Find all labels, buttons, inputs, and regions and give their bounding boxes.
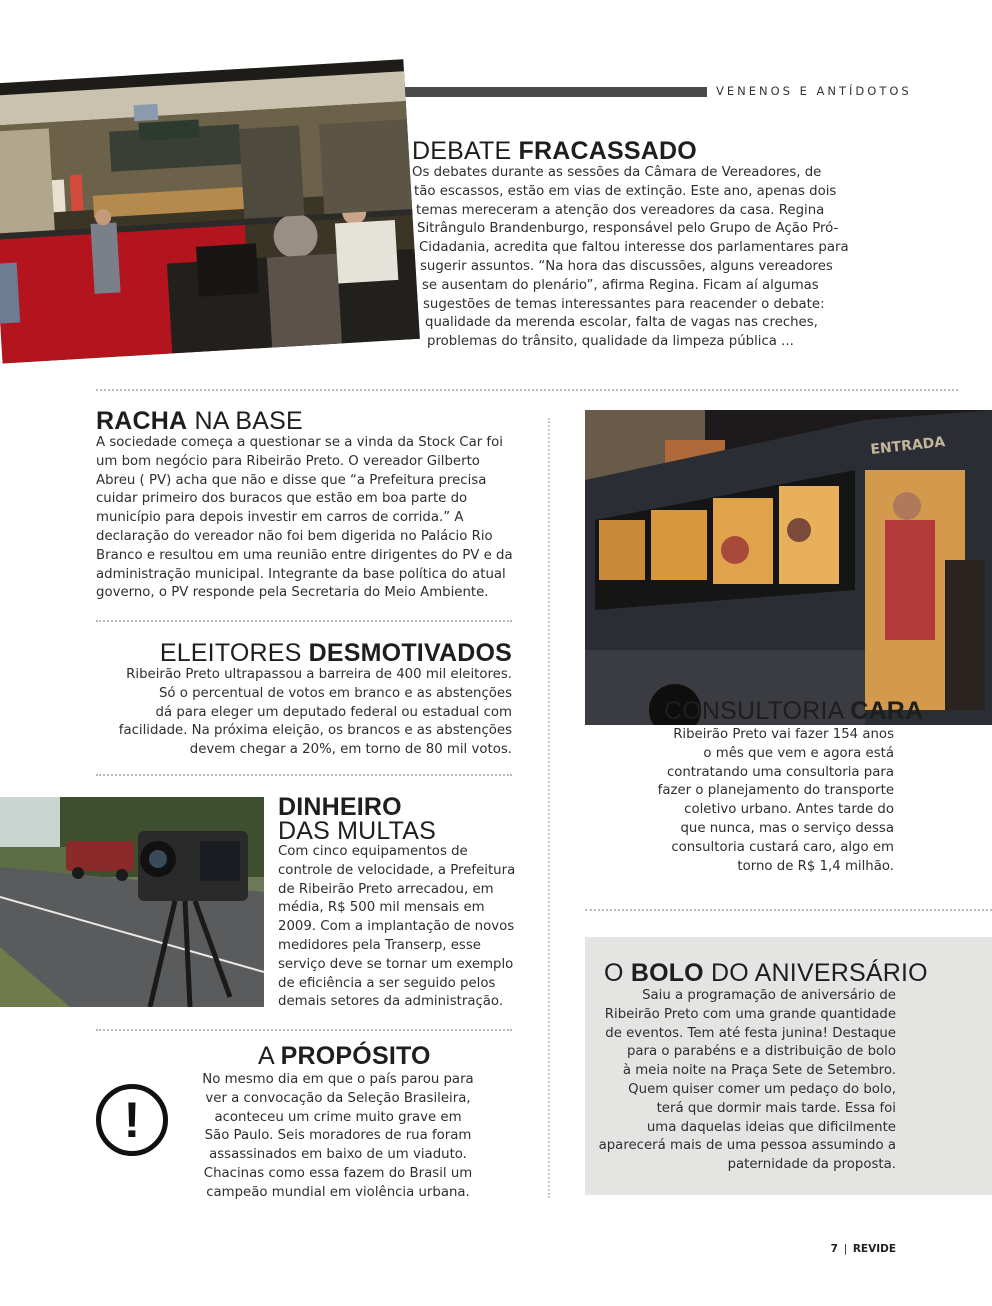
dinheiro-line: serviço deve se tornar um exemplo bbox=[278, 956, 514, 972]
eleitores-line: Só o percentual de votos em branco e as abstenções bbox=[158, 685, 512, 701]
racha-line: um bom negócio para Ribeirão Preto. O vereador Gilberto bbox=[96, 453, 480, 469]
eleitores-line: dá para eleger um deputado federal ou estadual com bbox=[155, 704, 512, 720]
debate-line: Os debates durante as sessões da Câmara de Vereadores, de bbox=[412, 165, 822, 180]
consultoria-line: coletivo urbano. Antes tarde do bbox=[684, 802, 894, 818]
proposito-title-light: A bbox=[258, 1042, 274, 1070]
proposito-line: No mesmo dia em que o país parou para bbox=[202, 1072, 474, 1087]
debate-title-light: DEBATE bbox=[412, 137, 512, 165]
consultoria-body bbox=[600, 726, 894, 876]
eleitores-line: devem chegar a 20%, em torno de 80 mil votos. bbox=[189, 742, 512, 758]
bolo-line: aparecerá mais de uma pessoa assumindo a bbox=[598, 1138, 896, 1154]
bolo-title-bold: BOLO bbox=[630, 959, 704, 987]
bolo-line: de eventos. Tem até festa junina! Destaque bbox=[605, 1025, 896, 1041]
divider-eleitores bbox=[96, 774, 512, 776]
racha-line: declaração do vereador não foi bem digerida no Palácio Rio bbox=[96, 528, 493, 544]
dinheiro-line: média, R$ 500 mil mensais em bbox=[278, 900, 485, 916]
proposito-line: ver a convocação da Seleção Brasileira, bbox=[205, 1090, 471, 1106]
footer-separator: | bbox=[843, 1243, 848, 1255]
racha-line: Branco e resultou em uma reunião entre dirigentes do PV e da bbox=[96, 547, 513, 563]
eleitores-line: Ribeirão Preto ultrapassou a barreira de 400 mil eleitores. bbox=[126, 667, 512, 682]
debate-line: tão escassos, estão em vias de extinção. Este ano, apenas dois bbox=[414, 183, 837, 199]
proposito-line: aconteceu um crime muito grave em bbox=[214, 1109, 462, 1125]
racha-title-light: NA BASE bbox=[194, 407, 303, 435]
consultoria-line: torno de R$ 1,4 milhão. bbox=[737, 858, 894, 874]
eleitores-title bbox=[96, 640, 512, 666]
dinheiro-line: de Ribeirão Preto arrecadou, em bbox=[278, 881, 494, 897]
dinheiro-title-bold: DINHEIRO bbox=[278, 793, 402, 821]
divider-top bbox=[96, 389, 958, 391]
speed-camera-photo bbox=[0, 797, 264, 1007]
debate-line: Sitrângulo Brandenburgo, responsável pelo Grupo de Ação Pró- bbox=[417, 221, 839, 237]
bolo-line: paternidade da proposta. bbox=[727, 1157, 896, 1173]
divider-consultoria bbox=[585, 909, 992, 911]
proposito-title-bold: PROPÓSITO bbox=[280, 1042, 431, 1070]
exclamation-icon bbox=[96, 1084, 168, 1156]
racha-line: governo, o PV responde pela Secretaria do Meio Ambiente. bbox=[96, 585, 489, 601]
debate-line: problemas do trânsito, qualidade da limpeza pública ... bbox=[427, 334, 794, 350]
bolo-line: Saiu a programação de aniversário de bbox=[642, 988, 896, 1003]
consultoria-title bbox=[662, 698, 925, 724]
proposito-line: Chacinas como essa fazem do Brasil um bbox=[203, 1165, 473, 1181]
column-divider bbox=[548, 418, 550, 1198]
racha-line: município para depois investir em carros de corrida.” A bbox=[96, 510, 464, 526]
dinheiro-line: de eficiência a ser seguido pelos bbox=[278, 975, 496, 991]
consultoria-title-light: CONSULTORIA bbox=[664, 697, 844, 725]
consultoria-line: fazer o planejamento do transporte bbox=[657, 783, 894, 799]
consultoria-line: contratando uma consultoria para bbox=[666, 764, 894, 780]
racha-line: A sociedade começa a questionar se a vinda da Stock Car foi bbox=[96, 435, 503, 450]
debate-line: sugerir assuntos. “Na hora das discussões, alguns vereadores bbox=[420, 258, 833, 274]
proposito-line: assassinados em baixo de um viaduto. bbox=[209, 1147, 467, 1163]
bolo-line: para o parabéns e a distribuição de bolo bbox=[626, 1044, 896, 1060]
proposito-title bbox=[258, 1043, 431, 1069]
debate-body bbox=[412, 164, 849, 352]
consultoria-line: o mês que vem e agora está bbox=[703, 745, 894, 761]
racha-title bbox=[96, 408, 303, 434]
divider-racha bbox=[96, 620, 512, 622]
debate-line: temas mereceram a atenção dos vereadores da casa. Regina bbox=[416, 202, 825, 218]
page-footer bbox=[780, 1243, 896, 1255]
bolo-title-pre: O bbox=[604, 959, 624, 987]
magazine-name: REVIDE bbox=[852, 1243, 896, 1255]
bolo-title bbox=[604, 960, 928, 986]
racha-line: administração municipal. Integrante da base política do atual bbox=[96, 566, 506, 582]
bolo-line: à meia noite na Praça Sete de Setembro. bbox=[622, 1063, 896, 1079]
consultoria-line: consultoria custará caro, algo em bbox=[671, 839, 894, 855]
debate-line: Cidadania, acredita que faltou interesse dos parlamentares para bbox=[419, 240, 849, 256]
bolo-line: Ribeirão Preto com uma grande quantidade bbox=[604, 1006, 896, 1022]
racha-title-bold: RACHA bbox=[96, 407, 188, 435]
bus-sign: ENTRADA bbox=[869, 434, 946, 458]
dinheiro-line: Com cinco equipamentos de bbox=[278, 844, 468, 859]
debate-line: qualidade da merenda escolar, falta de vagas nas creches, bbox=[425, 315, 818, 331]
section-title: VENENOS E ANTÍDOTOS bbox=[716, 84, 912, 98]
bolo-title-post: DO ANIVERSÁRIO bbox=[711, 959, 928, 987]
council-chamber-photo bbox=[0, 59, 420, 363]
debate-title-bold: FRACASSADO bbox=[518, 137, 697, 165]
dinheiro-line: medidores pela Transerp, esse bbox=[278, 937, 481, 953]
eleitores-title-light: ELEITORES bbox=[159, 639, 302, 667]
racha-line: Abreu ( PV) acha que não e disse que “a Prefeitura precisa bbox=[96, 472, 487, 488]
eleitores-title-bold: DESMOTIVADOS bbox=[308, 639, 512, 667]
racha-body bbox=[96, 434, 516, 603]
dinheiro-body bbox=[278, 843, 518, 1012]
racha-line: cuidar primeiro dos buracos que estão em boa parte do bbox=[96, 491, 468, 507]
dinheiro-line: demais setores da administração. bbox=[278, 994, 504, 1010]
dinheiro-line: 2009. Com a implantação de novos bbox=[278, 919, 515, 935]
dinheiro-title-light-line bbox=[278, 818, 436, 844]
dinheiro-title-light: DAS MULTAS bbox=[278, 817, 437, 845]
proposito-line: campeão mundial em violência urbana. bbox=[206, 1184, 470, 1200]
bus-photo bbox=[585, 410, 992, 725]
dinheiro-line: controle de velocidade, a Prefeitura bbox=[278, 862, 516, 878]
eleitores-line: facilidade. Na próxima eleição, os brancos e as abstenções bbox=[118, 723, 512, 739]
divider-dinheiro bbox=[96, 1029, 512, 1031]
debate-line: se ausentam do plenário”, afirma Regina. Ficam aí algumas bbox=[422, 277, 819, 293]
debate-title bbox=[412, 138, 697, 164]
page-number: 7 bbox=[830, 1243, 838, 1255]
consultoria-line: que nunca, mas o serviço dessa bbox=[680, 820, 894, 836]
proposito-body bbox=[190, 1071, 486, 1203]
bolo-line: terá que dormir mais tarde. Essa foi bbox=[656, 1100, 896, 1116]
consultoria-line: Ribeirão Preto vai fazer 154 anos bbox=[673, 727, 894, 742]
exclamation-glyph: ! bbox=[123, 1092, 141, 1148]
eleitores-body bbox=[96, 666, 512, 760]
proposito-line: São Paulo. Seis moradores de rua foram bbox=[204, 1128, 472, 1144]
bolo-line: Quem quiser comer um pedaço do bolo, bbox=[628, 1081, 896, 1097]
debate-line: sugestões de temas interessantes para reacender o debate: bbox=[423, 296, 825, 312]
consultoria-title-bold: CARA bbox=[850, 697, 924, 725]
bolo-line: uma daquelas ideias que dificilmente bbox=[646, 1119, 896, 1135]
bolo-body bbox=[598, 987, 896, 1175]
